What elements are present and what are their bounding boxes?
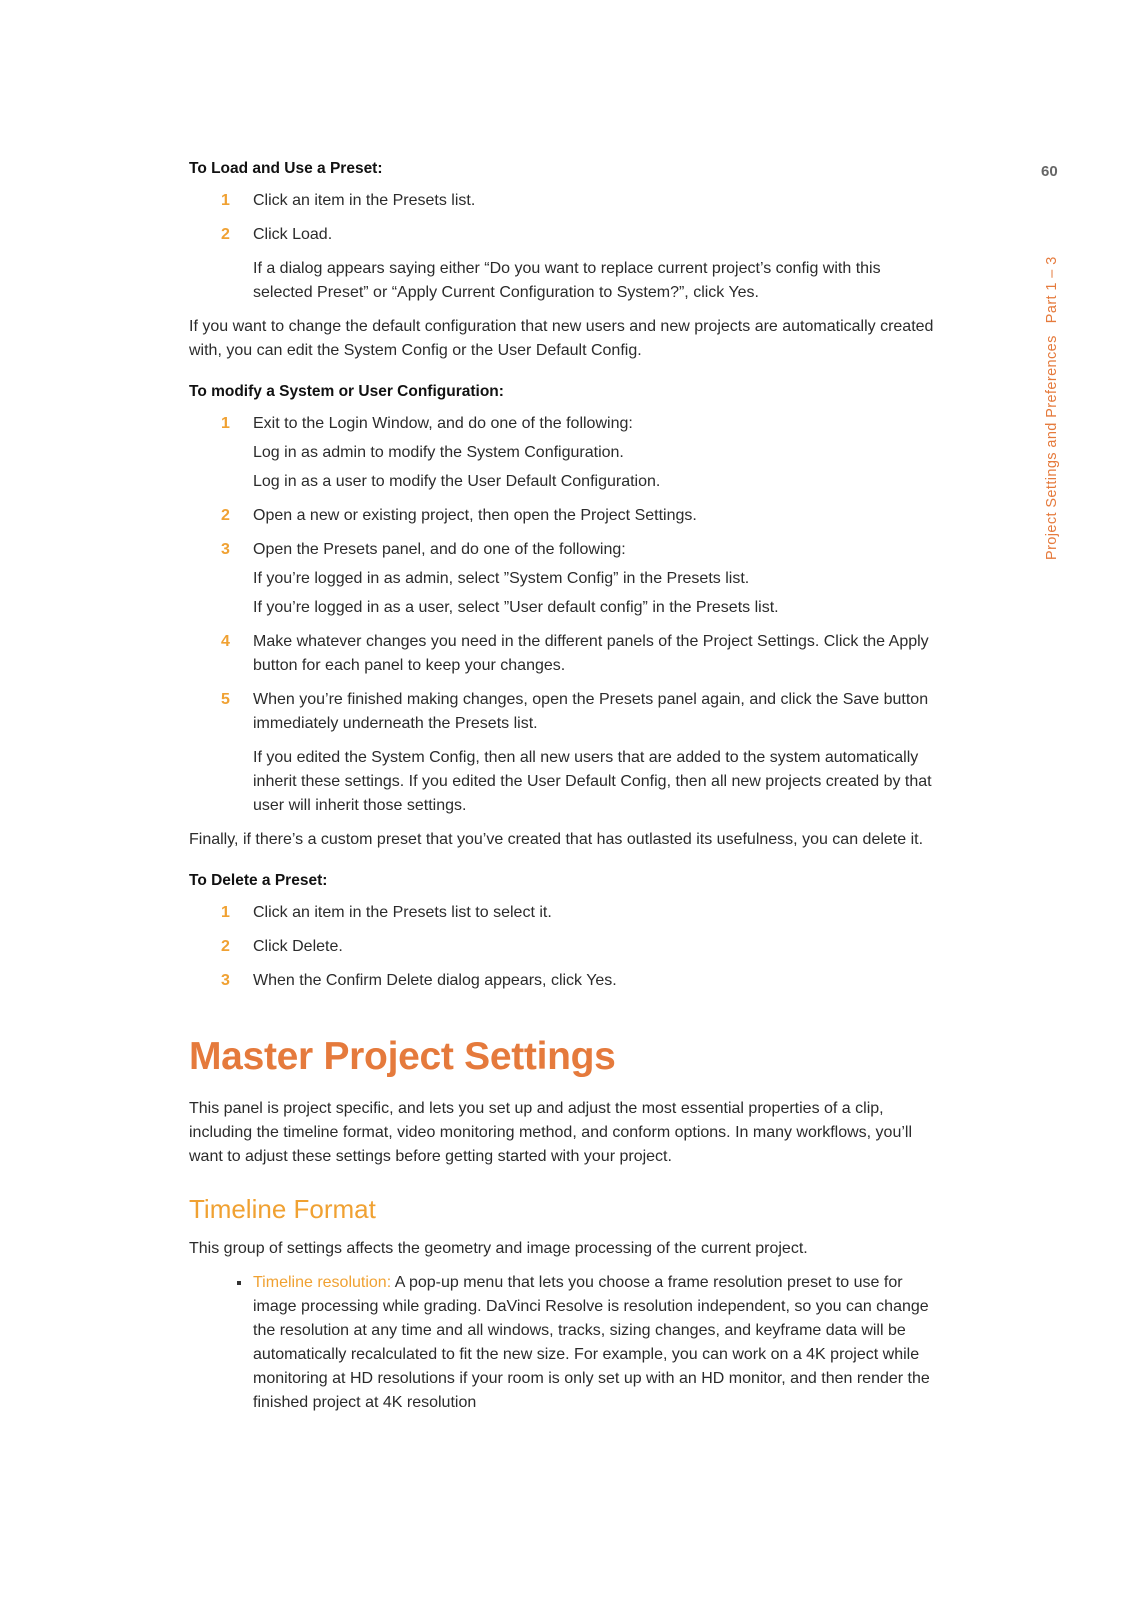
bullet-text: A pop-up menu that lets you choose a frame resolution preset to use for image processing while grading. DaVinci Resolve is resolution independent, so you can change the resolution at any time and all windows, tracks, sizing changes, and keyframe data will be automatically recalculated to fit the new size. For example, you can work on a 4K project while monitoring at HD resolutions if your room is only set up with an HD monitor, and then render the finished project at 4K resolution [253,1274,930,1411]
step-text: Exit to the Login Window, and do one of the following: [253,415,633,432]
step-number: 3 [221,972,230,989]
page-content [189,158,939,1415]
step-note: If a dialog appears saying either “Do you want to replace current project’s config with this selected Preset” or “Apply Current Configuration to System?”, click Yes. [253,260,881,301]
step-number: 5 [221,691,230,708]
load-step-2 [189,223,939,305]
sidebar-part-label: Part 1 – 3 [1044,256,1060,324]
step-text: When the Confirm Delete dialog appears, click Yes. [253,972,617,989]
paragraph-default-config: If you want to change the default configuration that new users and new projects are automatically created with, you can edit the System Config or the User Default Config. [189,318,934,359]
step-sub-item: Log in as a user to modify the User Default Configuration. [253,473,661,490]
procedure-title-modify: To modify a System or User Configuration: [189,383,504,400]
step-sub-item: If you’re logged in as a user, select ”User default config” in the Presets list. [253,599,779,616]
step-text: Click Load. [253,226,333,243]
sidebar-running-header [1044,256,1060,560]
load-step-1 [189,189,939,213]
step-text: Click an item in the Presets list. [253,192,476,209]
procedure-title-load: To Load and Use a Preset: [189,160,383,177]
modify-step-4 [189,630,939,678]
step-number: 3 [221,541,230,558]
step-number: 4 [221,633,230,650]
step-sub-item: Log in as admin to modify the System Configuration. [253,444,624,461]
sidebar-section-title: Project Settings and Preferences [1044,335,1060,560]
delete-step-3 [189,969,939,993]
modify-step-3 [189,538,939,620]
modify-step-1 [189,412,939,494]
bullet-term: Timeline resolution: [253,1274,392,1291]
page-number: 60 [1041,163,1058,180]
step-text: Make whatever changes you need in the different panels of the Project Settings. Click the Apply button for each panel to keep your changes. [253,633,929,674]
step-text: Click an item in the Presets list to select it. [253,904,552,921]
step-sub-item: If you’re logged in as admin, select ”System Config” in the Presets list. [253,570,750,587]
section-heading-master-project-settings: Master Project Settings [189,1035,616,1078]
step-text: When you’re finished making changes, open the Presets panel again, and click the Save button immediately underneath the Presets list. [253,691,929,732]
step-number: 1 [221,415,230,432]
bullet-marker [237,1281,241,1285]
step-number: 2 [221,507,230,524]
step-text: Open the Presets panel, and do one of the following: [253,541,626,558]
delete-step-2 [189,935,939,959]
procedure-title-delete: To Delete a Preset: [189,872,328,889]
subsection-heading-timeline-format: Timeline Format [189,1194,376,1224]
modify-step-2 [189,504,939,528]
step-number: 2 [221,226,230,243]
paragraph-delete-intro: Finally, if there’s a custom preset that you’ve created that has outlasted its usefulness, you can delete it. [189,831,924,848]
modify-step-5 [189,688,939,818]
step-number: 1 [221,904,230,921]
step-number: 2 [221,938,230,955]
delete-step-1 [189,901,939,925]
paragraph-master-intro: This panel is project specific, and lets you set up and adjust the most essential properties of a clip, including the timeline format, video monitoring method, and conform options. In many workflows, you’ll want to adjust these settings before getting started with your project. [189,1100,913,1165]
paragraph-timeline-intro: This group of settings affects the geometry and image processing of the current project. [189,1240,808,1257]
step-text: Open a new or existing project, then open the Project Settings. [253,507,697,524]
step-text: Click Delete. [253,938,343,955]
bullet-timeline-resolution [189,1271,939,1415]
step-note: If you edited the System Config, then all new users that are added to the system automatically inherit these settings. If you edited the User Default Config, then all new projects created by that user will inherit those settings. [253,749,932,814]
step-number: 1 [221,192,230,209]
